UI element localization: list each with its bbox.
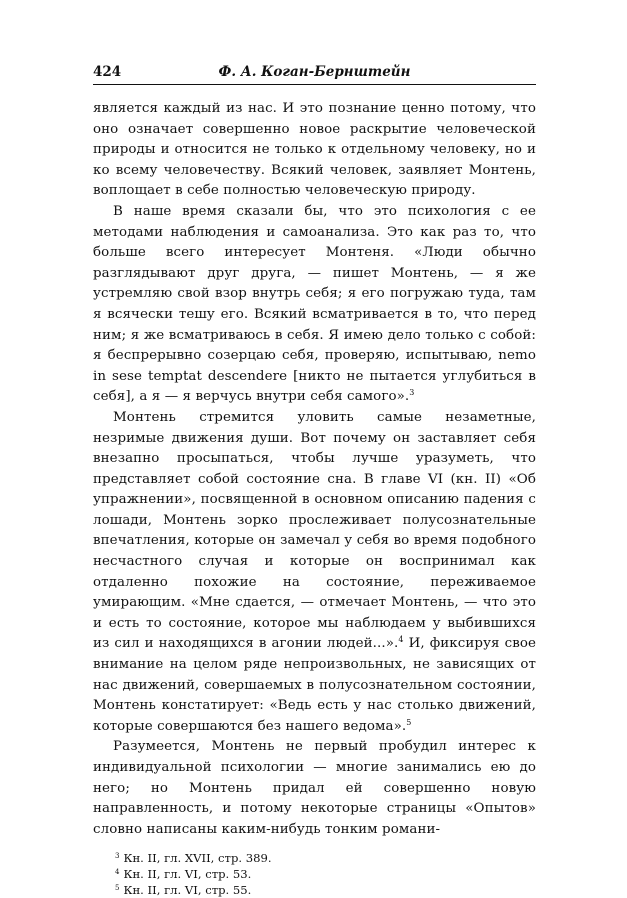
paragraph-2: В наше время сказали бы, что это психология с ее методами наблюдения и самоанализа. Это как раз то, что больше всего интересует Монтеня. «Люди обычно разглядывают друг друга, — пишет Монтень, — я же устремляю свой взор внутрь себя; я его погружаю туда, там я всячески тешу его. Всякий всматривается в то, что перед ним; я же всматриваюсь в себя. Я имею дело только с собой: я беспрерывно созерцаю себя, проверяю, испытываю, nemo in sese temptat descendere [никто не пытается углубиться в себя], а я — я верчусь внутри себя самого».$^3$	[93, 203, 536, 405]
body-text	[93, 99, 536, 840]
footnote-ref-5: 5	[406, 717, 412, 727]
page-header	[93, 62, 536, 85]
footnotes	[93, 850, 536, 898]
running-title: Ф. А. Коган-Бернштейн	[218, 64, 411, 80]
page-number: 424	[93, 64, 122, 80]
paragraph-1: является каждый из нас. И это познание ценно потому, что оно означает совершенно новое раскрытие человеческой природы и относится не только к отдельному человеку, но и ко всему человечеству. Всякий человек, заявляет Монтень, воплощает в себе полностью человеческую природу.	[93, 101, 536, 199]
footnote-item: $^4$ Кн. II, гл. VI, стр. 53.	[115, 867, 252, 882]
paragraph-3: Монтень стремится уловить самые незаметные, незримые движения души. Вот почему он заставляет себя внезапно просыпаться, чтобы лучше уразуметь, что представляет собой состояние сна. В главе VI (кн. II) «Об упражнении», посвященной в основном описанию падения с лошади, Монтень зорко прослеживает полусознательные впечатления, которые он замечал у себя во время подобного несчастного случая и которые он воспринимал как отдаленно похожие на состояние, переживаемое умирающим. «Мне сдается, — отмечает Монтень, — что это и есть то состояние, которое мы наблюдаем у выбившихся из сил и находящихся в агонии людей...».$^4$ И, фиксируя свое внимание на целом ряде непроизвольных, не зависящих от нас движений, совершаемых в полусознательном состоянии, Монтень констатирует: «Ведь есть у нас столько движений, которые совершаются без нашего ведома».$^5$	[93, 409, 537, 734]
footnote-item: $^3$ Кн. II, гл. XVII, стр. 389.	[115, 851, 272, 866]
footnote-ref-4: 4	[398, 635, 404, 645]
footnote-ref-3: 3	[409, 388, 415, 398]
paragraph-4: Разумеется, Монтень не первый пробудил интерес к индивидуальной психологии — многие занимались ею до него; но Монтень придал ей совершенно новую направленность, и потому некоторые страницы «Опытов» словно написаны каким-нибудь тонким романи-	[93, 739, 536, 837]
book-page	[93, 62, 536, 898]
footnote-item: $^5$ Кн. II, гл. VI, стр. 55.	[115, 883, 252, 898]
